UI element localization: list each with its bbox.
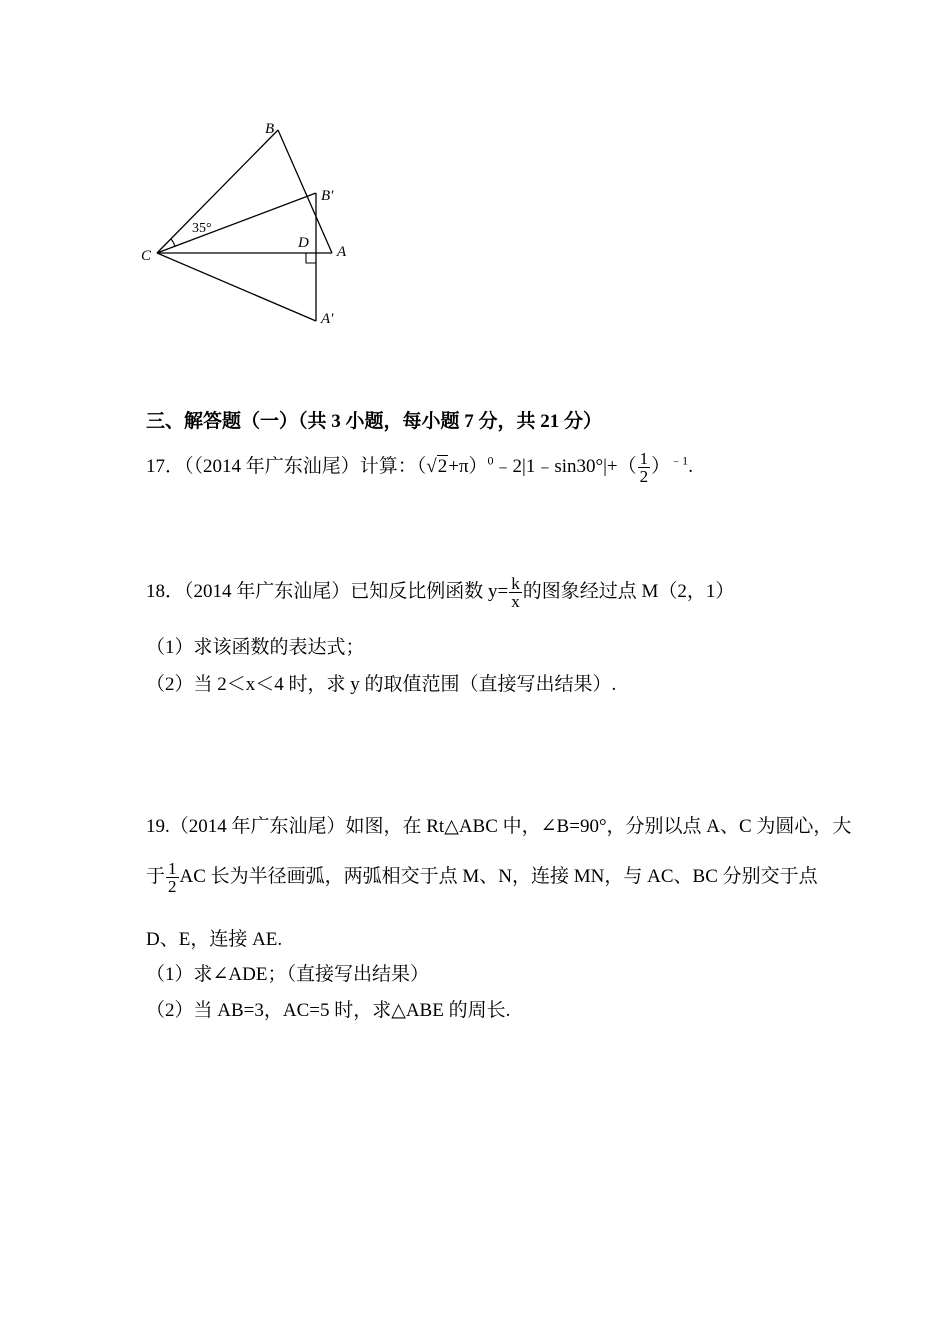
angle-label: 35° <box>192 221 212 236</box>
q17-number: 17． <box>146 455 185 477</box>
q17-close-paren: ） <box>651 455 671 477</box>
q17-frac-numerator: 1 <box>639 449 649 468</box>
question-17 <box>146 450 693 485</box>
q19-fraction <box>166 860 179 895</box>
q19-line2-before: 于 <box>146 865 166 887</box>
q18-part1: （1）求该函数的表达式； <box>146 637 365 658</box>
sqrt-expression: √2 <box>426 455 448 477</box>
q17-frac-denominator: 2 <box>639 467 649 486</box>
right-angle-mark <box>306 253 316 263</box>
segment-CAprime <box>157 253 316 321</box>
q19-line3: D、E，连接 AE. <box>146 929 283 950</box>
segment-CB <box>157 130 278 253</box>
q19-frac-numerator: 1 <box>168 859 177 878</box>
label-A: A <box>337 244 347 260</box>
question-18 <box>146 575 734 610</box>
label-B: B <box>265 121 275 137</box>
q19-frac-denominator: 2 <box>168 877 177 896</box>
q18-part2: （2）当 2＜x＜4 时，求 y 的取值范围（直接写出结果）. <box>146 674 617 695</box>
q19-line2 <box>146 860 818 895</box>
segment-CBprime <box>157 193 316 253</box>
triangle-rotation-figure <box>135 118 365 333</box>
section-title: 三、解答题（一）（共 3 小题，每小题 7 分，共 21 分） <box>146 411 603 432</box>
q17-end: . <box>688 455 693 477</box>
label-D: D <box>298 235 309 251</box>
q17-middle: ﹣2|1﹣sin30°|+（ <box>493 455 637 477</box>
q18-text-after: 的图象经过点 M（2，1） <box>522 580 735 602</box>
label-B-prime: B′ <box>321 188 334 204</box>
q17-open-paren: （ <box>416 455 427 477</box>
q18-frac-numerator: k <box>511 574 520 593</box>
figure-svg <box>135 118 365 333</box>
q17-plus-pi: +π） <box>448 455 488 477</box>
label-A-prime: A′ <box>321 311 334 327</box>
angle-arc <box>171 239 175 247</box>
q18-text-before: 18．（2014 年广东汕尾）已知反比例函数 y= <box>146 580 509 602</box>
q19-line2-after: AC 长为半径画弧，两弧相交于点 M、N，连接 MN，与 AC、BC 分别交于点 <box>179 865 818 887</box>
q18-frac-denominator: x <box>511 592 520 611</box>
q17-exponent-neg1: ﹣1 <box>670 453 689 468</box>
q17-source: （（2014 年广东汕尾）计算： <box>184 455 417 477</box>
sqrt-radicand: 2 <box>437 455 448 477</box>
q19-part2: （2）当 AB=3，AC=5 时，求△ABE 的周长. <box>146 1000 511 1021</box>
label-C: C <box>141 248 152 264</box>
q19-line1: 19.（2014 年广东汕尾）如图，在 Rt△ABC 中，∠B=90°，分别以点 A、C 为圆心，大 <box>146 816 852 837</box>
q18-fraction <box>509 575 522 610</box>
q17-exponent-zero: 0 <box>487 453 494 468</box>
q19-part1: （1）求∠ADE；（直接写出结果） <box>146 964 429 985</box>
q17-fraction <box>638 450 651 485</box>
